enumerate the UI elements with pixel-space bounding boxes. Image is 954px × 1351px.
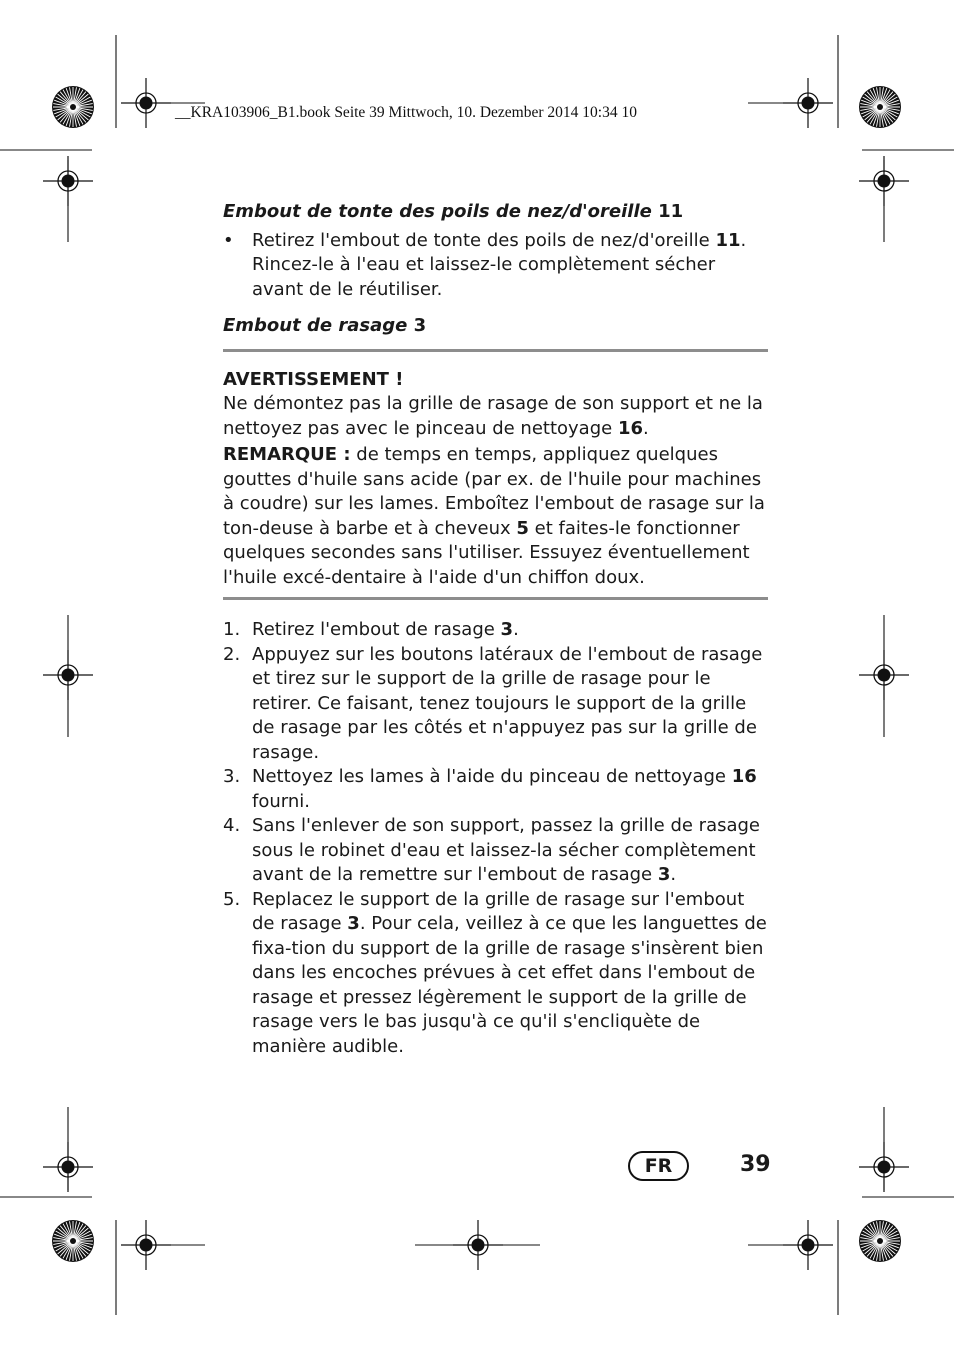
step-number: 1. [223,619,241,640]
steps-list [223,618,768,1059]
warning-top-rule [223,349,768,352]
step-number: 5. [223,888,241,910]
part-ref: 11 [715,229,741,251]
target-dot [878,1161,891,1174]
language-badge: FR [628,1151,689,1181]
step-text: Sans l'enlever de son support, passez la grille de rasage sous le robinet d'eau et laissez-la sécher complètement avant de la remettre sur l'embout de rasage 3. [252,815,761,885]
step-text: Retirez l'embout de rasage 3. [252,619,519,640]
print-file-header: __KRA103906_B1.book Seite 39 Mittwoch, 10. Dezember 2014 10:34 10 [175,104,637,121]
starburst-center [877,1238,883,1244]
section-heading-nose-ear [223,200,768,225]
step-text: Replacez le support de la grille de rasage sur l'embout de rasage 3. Pour cela, veillez à ce que les languettes de fixa-tion du support de la grille de rasage s'insèrent bien dans les encoches prévues à cet effet dans l'embout de rasage et pressez légèrement le support de la grille de rasage vers le bas jusqu'à ce qu'il s'encliquète de manière audible. [252,888,767,1057]
section-heading-text: Embout de rasage [223,315,408,336]
part-ref: 16 [731,766,757,787]
note-text: REMARQUE : de temps en temps, appliquez quelques gouttes d'huile sans acide (par ex. de l'huile pour machines à coudre) sur les lames. Emboîtez l'embout de rasage sur la ton-deuse à barbe et à cheveux 5 et faites-le fonctionner quelques secondes sans l'utiliser. Essuyez éventuellement l'huile excé-dentaire à l'aide d'un chiffon doux. [223,444,765,588]
target-dot [472,1239,485,1252]
target-dot [802,1239,815,1252]
part-ref: 3 [347,913,360,934]
note-label: REMARQUE : [223,444,351,465]
step-item [223,888,768,1060]
step-number: 3. [223,766,241,787]
part-ref: 3 [500,619,514,640]
target-dot [140,97,153,110]
target-dot [878,669,891,682]
step-text: Appuyez sur les boutons latéraux de l'embout de rasage et tirez sur le support de la grille de rasage pour le retirer. Ce faisant, tenez toujours le support de la grille de rasage par les côtés et n'appuyez pas sur la grille de rasage. [252,643,763,763]
step-number: 2. [223,643,241,665]
target-dot [802,97,815,110]
warning-text: Ne démontez pas la grille de rasage de son support et ne la nettoyez pas avec le pinceau de nettoyage 16. [223,393,763,439]
target-dot [140,1239,153,1252]
step-item [223,618,768,643]
part-ref: 16 [617,417,643,439]
warning-box [223,368,768,591]
section-heading-shaver [223,314,768,339]
step-text: Nettoyez les lames à l'aide du pinceau de nettoyage 16 fourni. [252,766,757,812]
part-ref: 5 [516,517,529,539]
step-item [223,814,768,888]
starburst-center [70,104,76,110]
page-content [223,200,768,1059]
section-heading-ref: 11 [658,201,684,222]
step-number: 4. [223,815,241,836]
warning-bottom-rule [223,597,768,600]
starburst-center [70,1238,76,1244]
target-dot [878,175,891,188]
target-dot [62,669,75,682]
section-heading-text: Embout de tonte des poils de nez/d'oreille [223,201,652,222]
bullet-text: Retirez l'embout de tonte des poils de nez/d'oreille 11. Rincez-le à l'eau et laissez-le complètement sécher avant de le réutiliser. [252,229,747,300]
section-heading-ref: 3 [413,315,427,336]
step-item [223,765,768,814]
starburst-center [877,104,883,110]
warning-title: AVERTISSEMENT ! [223,368,404,390]
part-ref: 3 [657,864,671,885]
step-item [223,643,768,766]
bullet-item [223,229,768,303]
bullet-marker: • [223,229,234,251]
page-number: 39 [740,1152,771,1177]
target-dot [62,175,75,188]
target-dot [62,1161,75,1174]
